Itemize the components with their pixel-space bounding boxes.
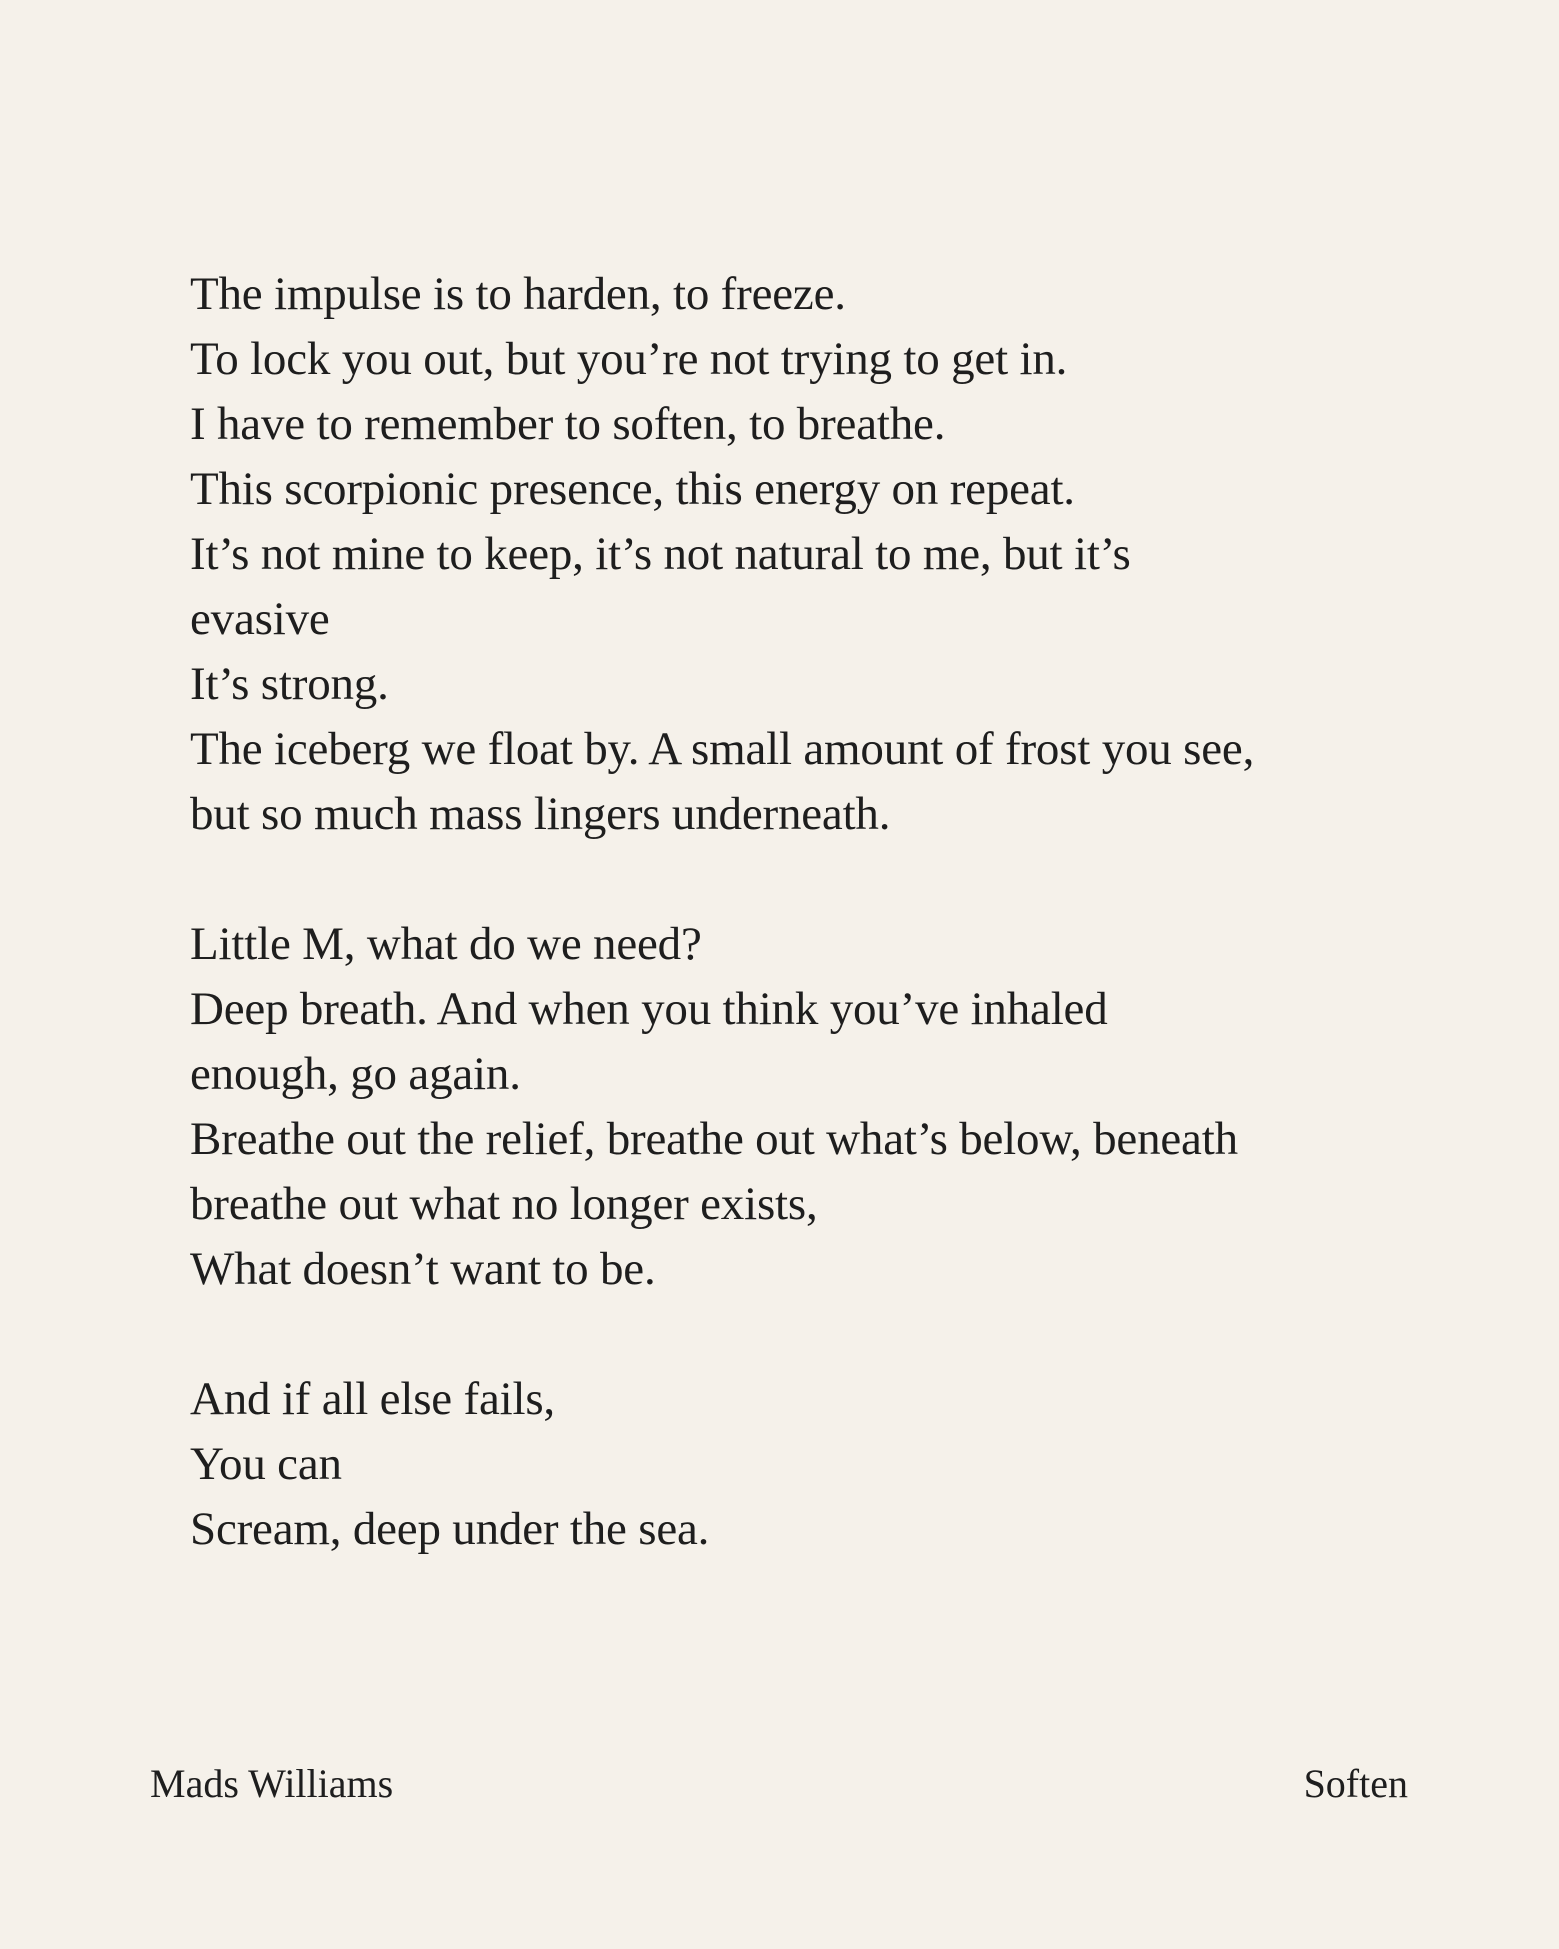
stanza-3 — [190, 1367, 1430, 1562]
poem-line: Breathe out the relief, breathe out what’s below, beneath — [190, 1113, 1238, 1165]
poem-line: The iceberg we float by. A small amount of frost you see, — [190, 723, 1255, 775]
author-name: Mads Williams — [150, 1761, 394, 1806]
stanza-1 — [190, 262, 1430, 847]
poem-line: It’s not mine to keep, it’s not natural to me, but it’s — [190, 528, 1131, 580]
poem-line: And if all else fails, — [190, 1373, 555, 1425]
poem-line: breathe out what no longer exists, — [190, 1178, 818, 1230]
poem-line: Deep breath. And when you think you’ve inhaled — [190, 983, 1108, 1035]
poem-line: Scream, deep under the sea. — [190, 1503, 710, 1555]
poem-line: To lock you out, but you’re not trying to get in. — [190, 333, 1068, 385]
poem-line: evasive — [190, 593, 330, 645]
poem-line: I have to remember to soften, to breathe. — [190, 398, 946, 450]
poem-line: This scorpionic presence, this energy on repeat. — [190, 463, 1075, 515]
poem-line: enough, go again. — [190, 1048, 521, 1100]
poem-body — [190, 262, 1430, 1627]
poem-line: The impulse is to harden, to freeze. — [190, 268, 846, 320]
poem-line: It’s strong. — [190, 658, 389, 710]
stanza-2 — [190, 912, 1430, 1302]
poem-title: Soften — [1303, 1761, 1408, 1806]
poem-line: You can — [190, 1438, 342, 1490]
poem-line: Little M, what do we need? — [190, 918, 702, 970]
poem-line: but so much mass lingers underneath. — [190, 788, 891, 840]
poem-line: What doesn’t want to be. — [190, 1243, 656, 1295]
